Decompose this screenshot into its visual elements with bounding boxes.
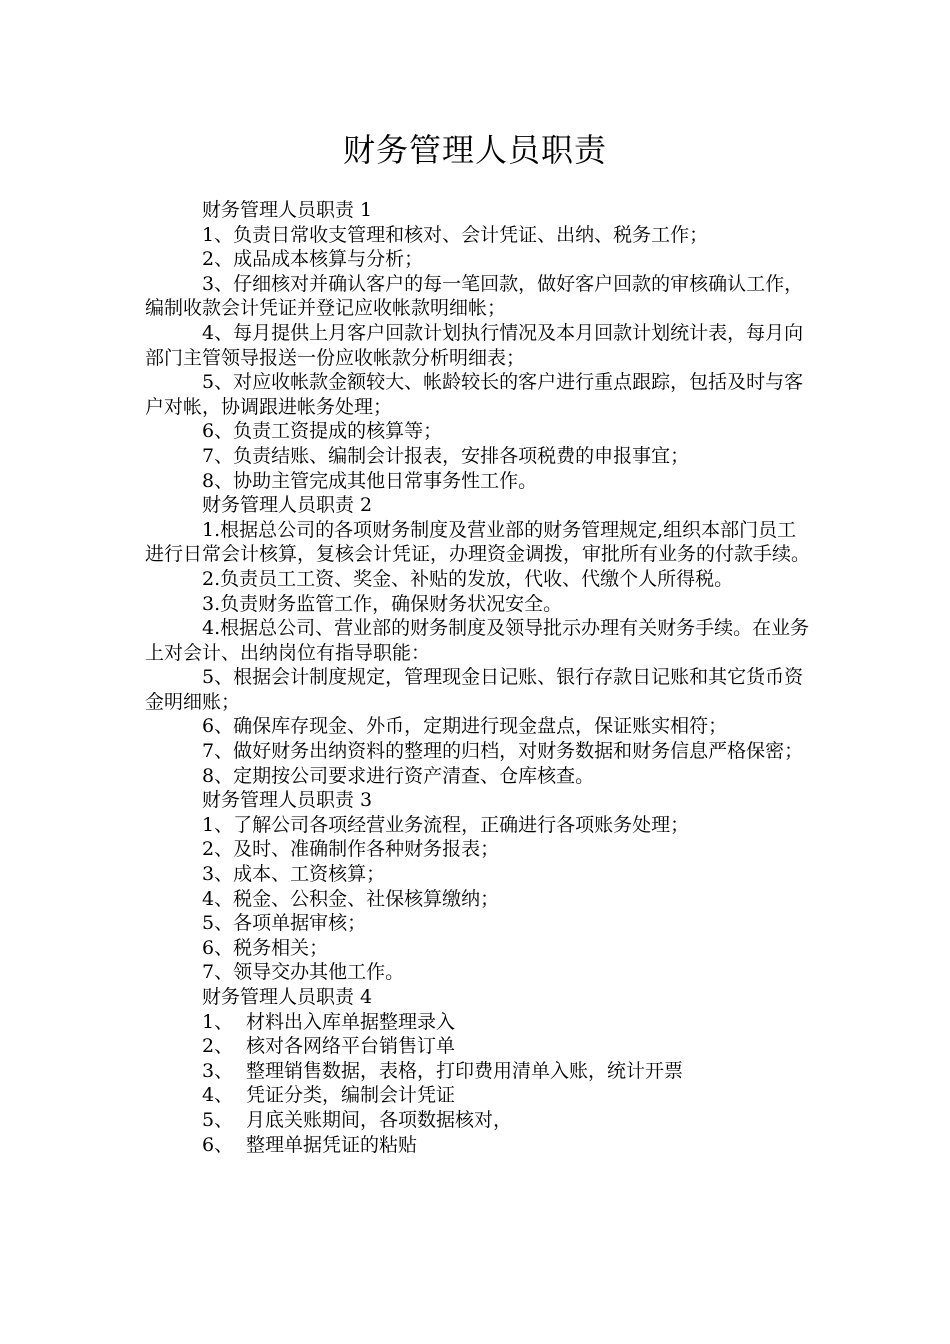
paragraph: 5、根据会计制度规定，管理现金日记账、银行存款日记账和其它货币资金明细账； xyxy=(145,666,804,713)
list-number: 6、 xyxy=(202,1133,234,1156)
section-heading-2: 财务管理人员职责 2 xyxy=(202,494,373,517)
paragraph: 1.根据总公司的各项财务制度及营业部的财务管理规定,组织本部门员工进行日常会计核算，复核会计凭证，办理资金调拨，审批所有业务的付款手续。 xyxy=(145,518,811,566)
numbered-list xyxy=(145,1010,815,1158)
paragraph: 6、确保库存现金、外币，定期进行现金盘点，保证账实相符； xyxy=(202,715,728,738)
paragraph: 4、税金、公积金、社保核算缴纳； xyxy=(202,887,500,910)
section-heading-3: 财务管理人员职责 3 xyxy=(202,789,373,812)
section-heading-4: 财务管理人员职责 4 xyxy=(202,986,373,1008)
list-number: 5、 xyxy=(202,1108,234,1131)
paragraph: 8、协助主管完成其他日常事务性工作。 xyxy=(202,469,538,492)
document-body xyxy=(145,198,815,1157)
section-heading-1: 财务管理人员职责 1 xyxy=(202,199,373,221)
paragraph: 2.负责员工工资、奖金、补贴的发放，代收、代缴个人所得税。 xyxy=(202,567,734,590)
list-text: 整理销售数据，表格，打印费用清单入账，统计开票 xyxy=(246,1059,684,1082)
list-number: 1、 xyxy=(202,1010,234,1033)
paragraph: 3、仔细核对并确认客户的每一笔回款，做好客户回款的审核确认工作，编制收款会计凭证并登记应收帐款明细帐； xyxy=(145,272,804,320)
list-text: 凭证分类，编制会计凭证 xyxy=(246,1084,456,1107)
paragraph: 7、领导交办其他工作。 xyxy=(202,961,405,984)
paragraph: 3、成本、工资核算； xyxy=(202,863,386,886)
list-item xyxy=(202,1108,815,1133)
paragraph: 7、做好财务出纳资料的整理的归档，对财务数据和财务信息严格保密； xyxy=(202,740,804,763)
list-item xyxy=(202,1083,815,1108)
list-text: 月底关账期间，各项数据核对， xyxy=(246,1108,513,1131)
paragraph: 5、对应收帐款金额较大、帐龄较长的客户进行重点跟踪，包括及时与客户对帐，协调跟进帐务处理； xyxy=(145,371,804,418)
paragraph: 1、了解公司各项经营业务流程，正确进行各项账务处理； xyxy=(202,813,690,836)
paragraph: 4、每月提供上月客户回款计划执行情况及本月回款计划统计表，每月向部门主管领导报送一份应收帐款分析明细表； xyxy=(145,321,804,369)
paragraph: 7、负责结账、编制会计报表，安排各项税费的申报事宜； xyxy=(202,444,690,467)
list-text: 材料出入库单据整理录入 xyxy=(246,1010,456,1033)
document-title: 财务管理人员职责 xyxy=(342,131,607,169)
list-item xyxy=(202,1010,815,1035)
list-item xyxy=(202,1133,815,1158)
paragraph: 1、负责日常收支管理和核对、会计凭证、出纳、税务工作； xyxy=(202,223,709,246)
list-number: 4、 xyxy=(202,1084,234,1107)
paragraph: 8、定期按公司要求进行资产清查、仓库核查。 xyxy=(202,764,595,787)
paragraph: 6、负责工资提成的核算等； xyxy=(202,420,443,443)
list-item xyxy=(202,1034,815,1059)
paragraph: 6、税务相关； xyxy=(202,936,329,959)
list-item xyxy=(202,1059,815,1084)
paragraph: 2、成品成本核算与分析； xyxy=(202,248,424,271)
list-number: 2、 xyxy=(202,1035,234,1058)
paragraph: 2、及时、准确制作各种财务报表； xyxy=(202,838,500,861)
list-text: 整理单据凭证的粘贴 xyxy=(246,1133,418,1156)
paragraph: 4.根据总公司、营业部的财务制度及领导批示办理有关财务手续。在业务上对会计、出纳岗位有指导职能： xyxy=(145,617,810,664)
paragraph: 5、各项单据审核； xyxy=(202,912,367,935)
paragraph: 3.负责财务监管工作，确保财务状况安全。 xyxy=(202,592,563,615)
list-number: 3、 xyxy=(202,1059,234,1082)
list-text: 核对各网络平台销售订单 xyxy=(246,1035,456,1058)
